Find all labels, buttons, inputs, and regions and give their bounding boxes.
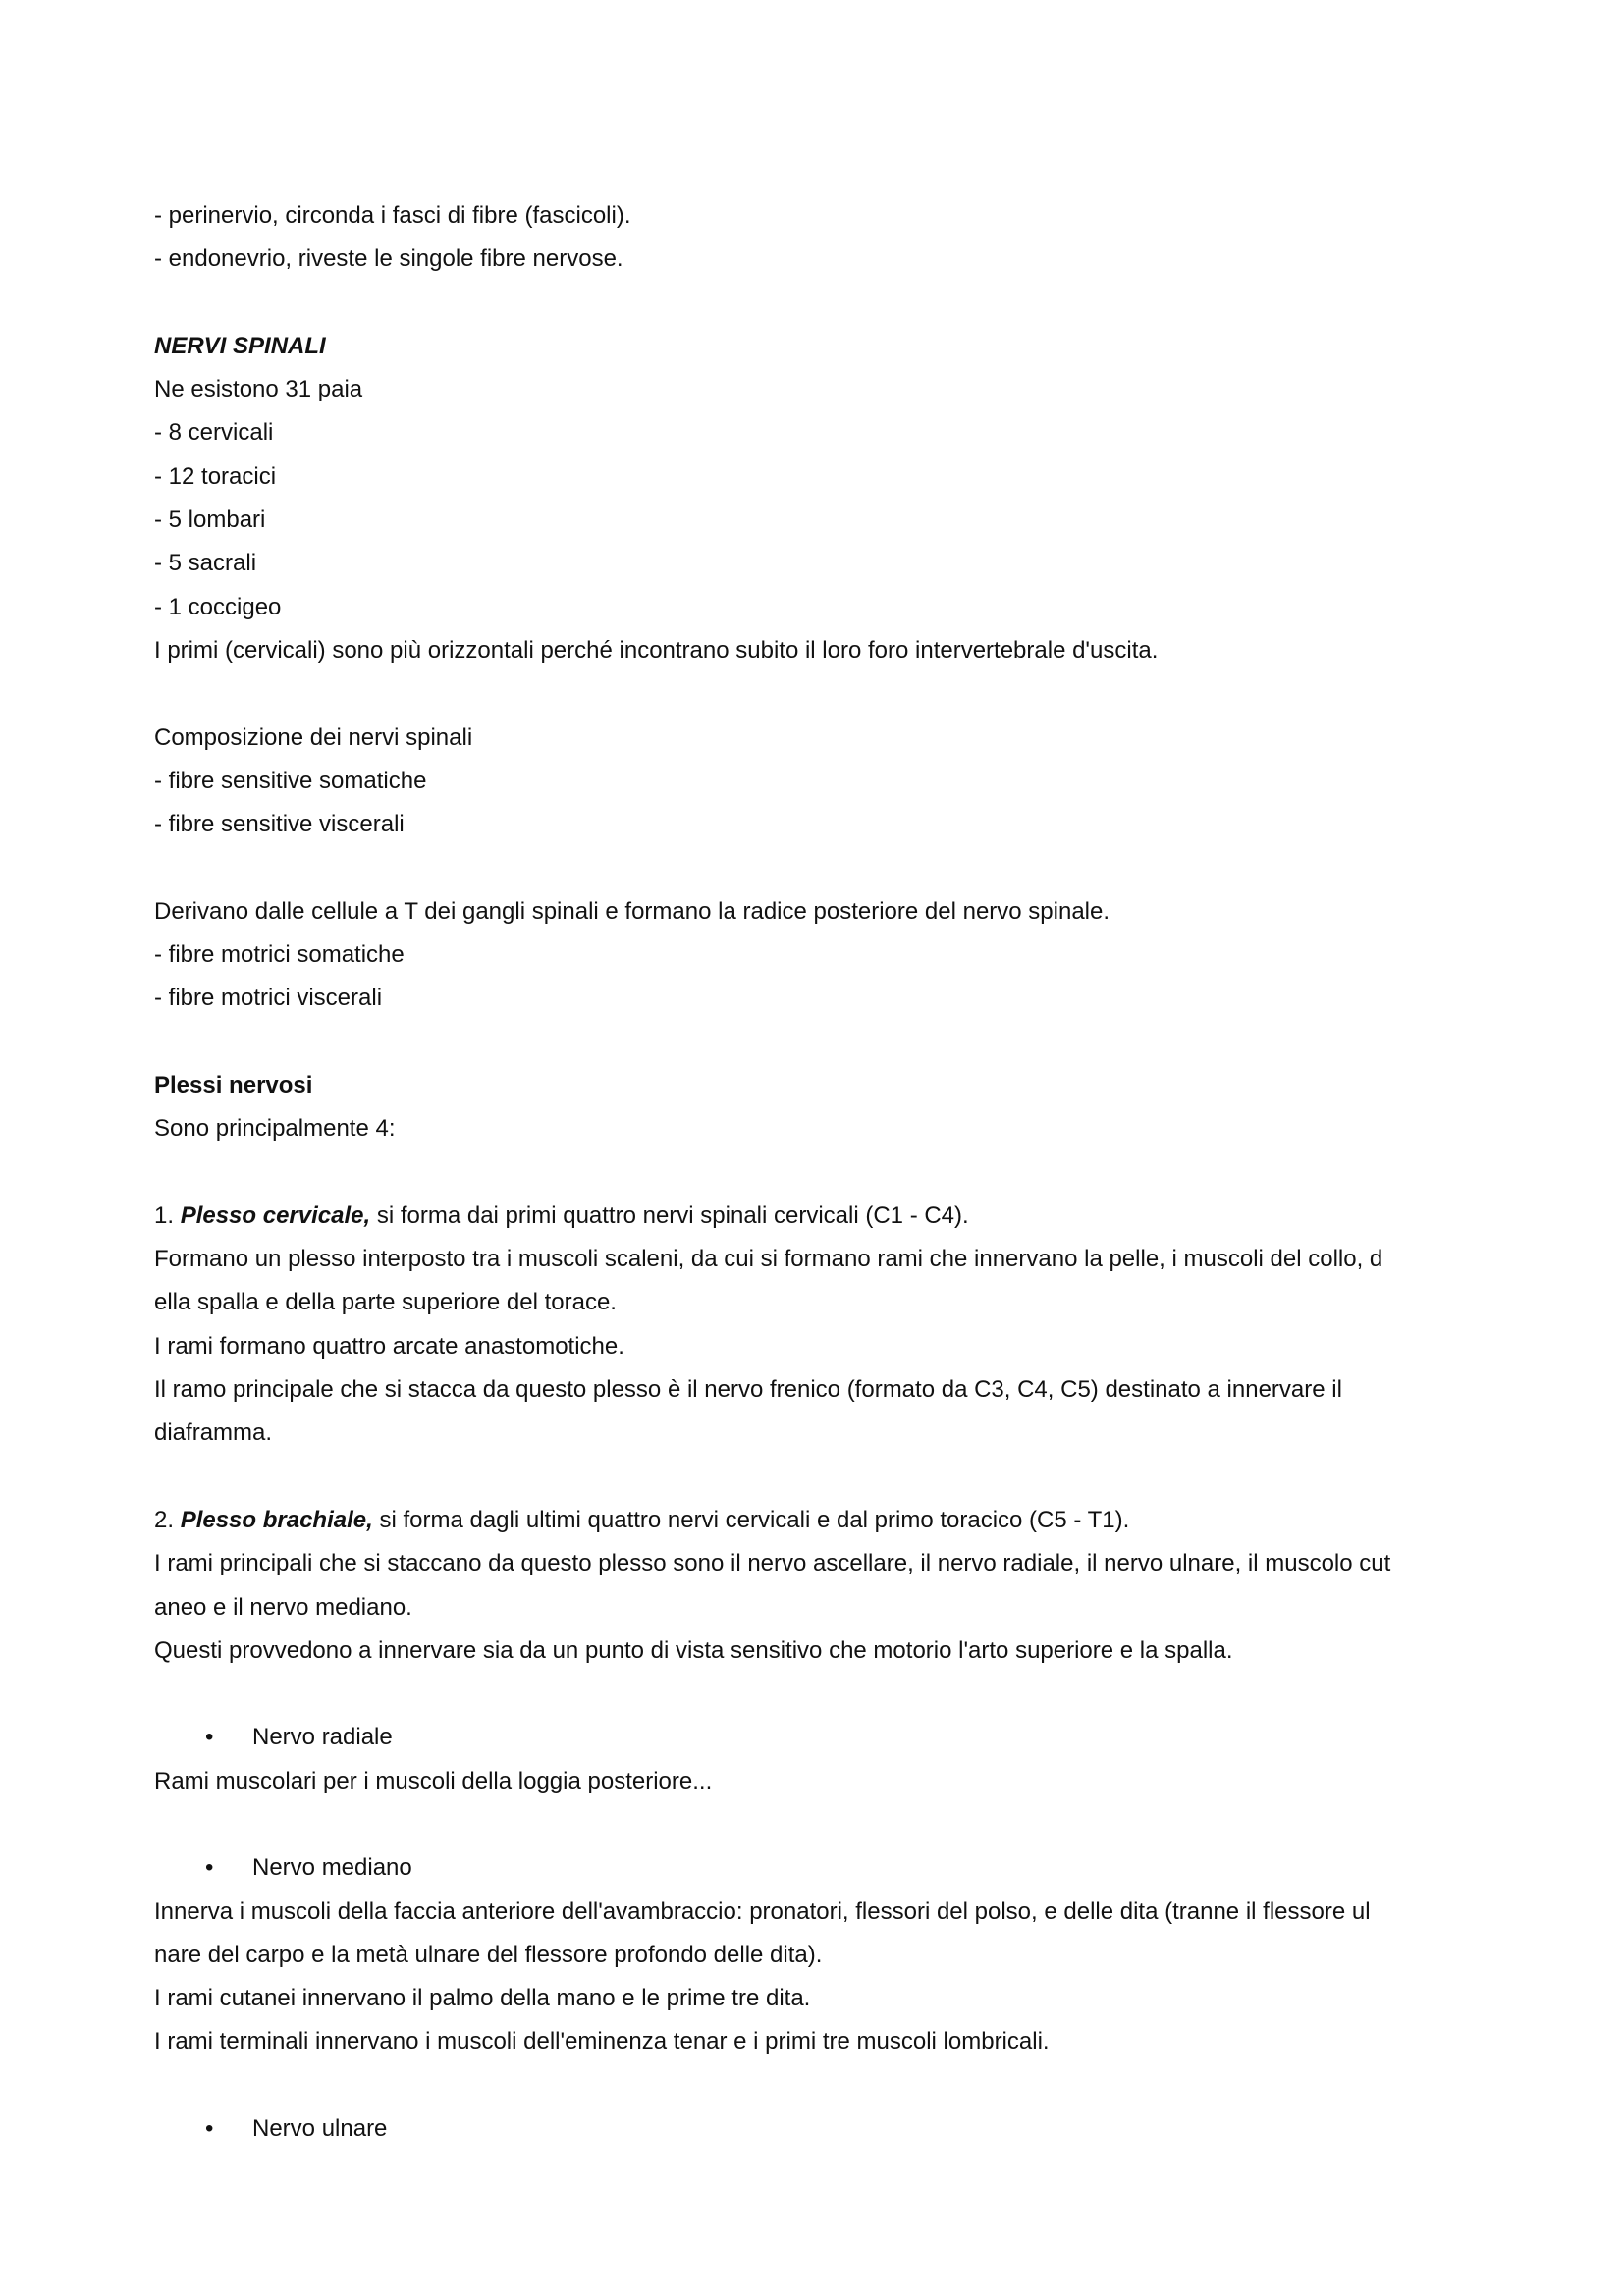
blank-line: [154, 1803, 1475, 1846]
bullet-icon: •: [205, 1724, 214, 1751]
text-line: Il ramo principale che si stacca da questo plesso è il nervo frenico (formato da C3, C4, C5) destinato a innervare il: [154, 1376, 1342, 1404]
item-text: si forma dagli ultimi quattro nervi cervicali e dal primo toracico (C5 - T1).: [372, 1506, 1130, 1533]
bullet-text: Nervo ulnare: [252, 2115, 388, 2143]
text-line: Ne esistono 31 paia: [154, 376, 363, 403]
list-item: - fibre motrici viscerali: [154, 985, 383, 1012]
list-item: - 1 coccigeo: [154, 593, 282, 620]
text-line: I rami formano quattro arcate anastomotiche.: [154, 1332, 624, 1360]
list-item: - fibre sensitive viscerali: [154, 811, 405, 838]
blank-line: [154, 672, 1475, 716]
text-line: Composizione dei nervi spinali: [154, 723, 473, 751]
bullet-icon: •: [205, 2115, 214, 2143]
bullet-item-nervo-mediano: [154, 1846, 1475, 1890]
item-text: si forma dai primi quattro nervi spinali cervicali (C1 - C4).: [370, 1201, 969, 1229]
list-item: - 5 sacrali: [154, 550, 257, 577]
blank-line: [154, 1021, 1475, 1064]
list-item: - 5 lombari: [154, 507, 266, 534]
bullet-text: Nervo radiale: [252, 1724, 393, 1751]
section-heading-nervi-spinali: NERVI SPINALI: [154, 332, 326, 359]
text-line: diaframma.: [154, 1419, 273, 1447]
text-line: ella spalla e della parte superiore del torace.: [154, 1289, 617, 1316]
bullet-item-nervo-radiale: [154, 1716, 1475, 1759]
text-line: Innerva i muscoli della faccia anteriore dell'avambraccio: pronatori, flessori del polso, e delle dita (tranne il flessore ul: [154, 1897, 1371, 1925]
blank-line: [154, 846, 1475, 889]
text-line: Questi provvedono a innervare sia da un punto di vista sensitivo che motorio l'arto superiore e la spalla.: [154, 1636, 1233, 1664]
list-item: - fibre sensitive somatiche: [154, 767, 427, 794]
list-item: - 8 cervicali: [154, 419, 274, 447]
blank-line: [154, 2064, 1475, 2108]
text-line: Formano un plesso interposto tra i muscoli scaleni, da cui si formano rami che innervano la pelle, i muscoli del collo, d: [154, 1246, 1383, 1273]
list-item: - fibre motrici somatiche: [154, 941, 405, 969]
section-heading-plessi-nervosi: Plessi nervosi: [154, 1071, 313, 1098]
text-line: Sono principalmente 4:: [154, 1115, 396, 1143]
plesso-cervicale-line: [154, 1195, 1475, 1238]
text-line: I rami principali che si staccano da questo plesso sono il nervo ascellare, il nervo radiale, il nervo ulnare, il muscolo cut: [154, 1550, 1391, 1577]
text-line: I rami cutanei innervano il palmo della mano e le prime tre dita.: [154, 1985, 811, 2012]
blank-line: [154, 1456, 1475, 1499]
text-line: Derivano dalle cellule a T dei gangli spinali e formano la radice posteriore del nervo spinale.: [154, 897, 1110, 925]
plesso-brachiale-line: [154, 1499, 1475, 1542]
text-line: aneo e il nervo mediano.: [154, 1593, 412, 1621]
document-body: [154, 194, 1475, 2151]
text-line: I rami terminali innervano i muscoli dell'eminenza tenar e i primi tre muscoli lombricali.: [154, 2028, 1050, 2056]
plesso-brachiale-term: Plesso brachiale,: [180, 1506, 373, 1533]
text-line: nare del carpo e la metà ulnare del flessore profondo delle dita).: [154, 1941, 823, 1968]
item-number: 2.: [154, 1506, 181, 1533]
bullet-icon: •: [205, 1854, 214, 1882]
text-line: - perinervio, circonda i fasci di fibre (fascicoli).: [154, 202, 631, 229]
plesso-cervicale-term: Plesso cervicale,: [180, 1201, 371, 1229]
bullet-text: Nervo mediano: [252, 1854, 412, 1882]
text-line: - endonevrio, riveste le singole fibre nervose.: [154, 245, 623, 273]
text-line: Rami muscolari per i muscoli della loggia posteriore...: [154, 1767, 713, 1794]
blank-line: [154, 1673, 1475, 1716]
bullet-item-nervo-ulnare: [154, 2108, 1475, 2151]
blank-line: [154, 282, 1475, 325]
list-item: - 12 toracici: [154, 462, 277, 490]
blank-line: [154, 1151, 1475, 1195]
item-number: 1.: [154, 1201, 181, 1229]
text-line: I primi (cervicali) sono più orizzontali perché incontrano subito il loro foro intervertebrale d'uscita.: [154, 636, 1159, 664]
